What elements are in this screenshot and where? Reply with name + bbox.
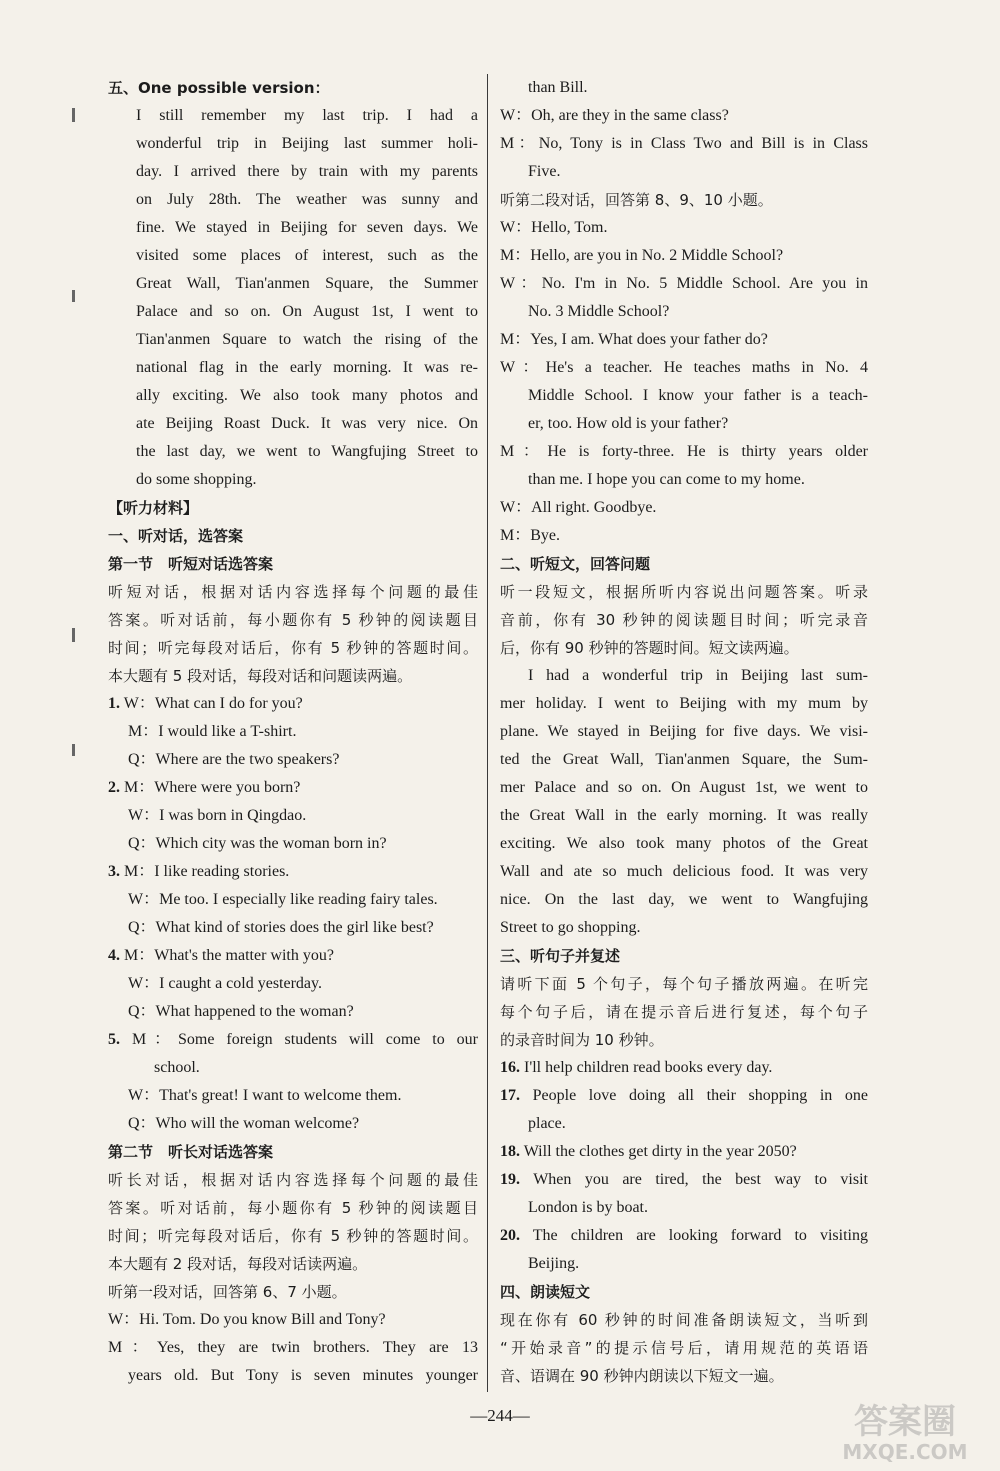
- dialogue-line: M：What's the matter with you?: [124, 947, 334, 964]
- essay-heading: 五、One possible version：: [108, 79, 330, 97]
- dialogue-line: M：Hello, are you in No. 2 Middle School?: [500, 247, 784, 264]
- essay-line: fine. We stayed in Beijing for seven days. We: [136, 219, 478, 236]
- dialogue-line: M：No, Tony is in Class Two and Bill is in Class: [500, 135, 868, 152]
- page-number: —244—: [470, 1406, 530, 1425]
- sentence-line: People love doing all their shopping in one: [532, 1087, 868, 1104]
- instruction-line: 音前，你有 30 秒钟的阅读题目时间；听完录音: [500, 611, 868, 629]
- question-number: 4.: [108, 947, 120, 964]
- question-number: 19.: [500, 1171, 520, 1188]
- essay-line: Palace and so on. On August 1st, I went to: [136, 303, 478, 320]
- question-number: 5.: [108, 1031, 120, 1048]
- instruction-line: 音、语调在 90 秒钟内朗读以下短文一遍。: [500, 1367, 784, 1385]
- dialogue-line: Q：Who will the woman welcome?: [128, 1115, 360, 1132]
- question-number: 1.: [108, 695, 120, 712]
- instruction-line: 听长对话，根据对话内容选择每个问题的最佳: [108, 1171, 478, 1189]
- part3-heading: 三、听句子并复述: [500, 947, 621, 965]
- sentence-20: [500, 1222, 868, 1278]
- instruction-line: 时间；听完每段对话后，你有 5 秒钟的答题时间。: [108, 639, 478, 657]
- sentence-line: Will the clothes get dirty in the year 2050?: [523, 1143, 797, 1160]
- sentence-17: [500, 1082, 868, 1138]
- essay-line: visited some places of interest, such as the: [136, 247, 478, 264]
- instruction-line: 本大题有 2 段对话，每段对话读两遍。: [108, 1255, 368, 1273]
- part2-heading: 二、听短文，回答问题: [500, 555, 651, 573]
- instruction-line: 听一段短文，根据所听内容说出问题答案。听录: [500, 583, 868, 601]
- left-column: [108, 74, 478, 1390]
- dialogue-line: M：I like reading stories.: [124, 863, 290, 880]
- dialogue-line: W：I caught a cold yesterday.: [128, 975, 322, 992]
- instruction-line: 每个句子后，请在提示音后进行复述，每个句子: [500, 1003, 868, 1021]
- dialogue-line: school.: [154, 1059, 200, 1076]
- essay-line: ally exciting. We also took many photos and: [136, 387, 478, 404]
- dialogue-line: W：Hi. Tom. Do you know Bill and Tony?: [108, 1311, 386, 1328]
- question-number: 17.: [500, 1087, 520, 1104]
- sentence-line: London is by boat.: [528, 1199, 648, 1216]
- dialogue-line: Q：What kind of stories does the girl like best?: [128, 919, 434, 936]
- sentence-18: [500, 1138, 868, 1166]
- dialogue-line: M：Yes, they are twin brothers. They are 13: [108, 1339, 478, 1356]
- instruction-line: 答案。听对话前，每小题你有 5 秒钟的阅读题目: [108, 611, 478, 629]
- dialogue-line: than Bill.: [528, 79, 588, 96]
- dialogue-line: years old. But Tony is seven minutes younger: [128, 1367, 478, 1384]
- watermark-title: 答案圈: [854, 1402, 956, 1442]
- dialogue-intro: 听第一段对话，回答第 6、7 小题。: [108, 1283, 347, 1301]
- part1-heading: 一、听对话，选答案: [108, 527, 244, 545]
- question-number: 2.: [108, 779, 120, 796]
- essay-line: the last day, we went to Wangfujing Street to: [136, 443, 478, 460]
- passage-line: nice. On the last day, we went to Wangfujing: [500, 891, 868, 908]
- instruction-line: “开始录音”的提示信号后，请用规范的英语语: [500, 1339, 868, 1357]
- listening-heading: 【听力材料】: [108, 499, 199, 517]
- binding-mark: [72, 290, 75, 302]
- instruction-line: 后，你有 90 秒钟的答题时间。短文读两遍。: [500, 639, 799, 657]
- dialogue-line: M：Where were you born?: [124, 779, 301, 796]
- essay-line: do some shopping.: [136, 471, 257, 488]
- passage-line: ted the Great Wall, Tian'anmen Square, the Sum-: [500, 751, 868, 768]
- right-column: [500, 74, 868, 1390]
- passage-line: I had a wonderful trip in Beijing last sum-: [528, 667, 868, 684]
- sentence-line: Beijing.: [528, 1255, 580, 1272]
- instruction-line: 的录音时间为 10 秒钟。: [500, 1031, 664, 1049]
- passage-line: Street to go shopping.: [500, 919, 641, 936]
- section2-heading: 第二节 听长对话选答案: [108, 1143, 274, 1161]
- dialogue-line: than me. I hope you can come to my home.: [528, 471, 805, 488]
- passage-line: plane. We stayed in Beijing for five days. We visi-: [500, 723, 868, 740]
- passage-line: the Great Wall in the early morning. It was really: [500, 807, 868, 824]
- dialogue-line: W：All right. Goodbye.: [500, 499, 657, 516]
- watermark-url: MXQE.COM: [842, 1440, 968, 1464]
- essay-line: national flag in the early morning. It was re-: [136, 359, 478, 376]
- short-dialogue-2: [108, 774, 478, 858]
- passage-line: exciting. We also took many photos of the Great: [500, 835, 868, 852]
- dialogue-line: er, too. How old is your father?: [528, 415, 729, 432]
- dialogue-line: M：Yes, I am. What does your father do?: [500, 331, 768, 348]
- model-essay: [108, 102, 478, 494]
- instruction-line: 听短对话，根据对话内容选择每个问题的最佳: [108, 583, 478, 601]
- essay-line: wonderful trip in Beijing last summer holi-: [136, 135, 478, 152]
- dialogue-line: W：No. I'm in No. 5 Middle School. Are you in: [500, 275, 868, 292]
- dialogue-line: M：He is forty-three. He is thirty years older: [500, 443, 868, 460]
- binding-mark: [72, 744, 75, 756]
- section1-heading: 第一节 听短对话选答案: [108, 555, 274, 573]
- question-number: 16.: [500, 1059, 520, 1076]
- instruction-line: 现在你有 60 秒钟的时间准备朗读短文，当听到: [500, 1311, 868, 1329]
- instruction-line: 本大题有 5 段对话，每段对话和问题读两遍。: [108, 667, 413, 685]
- passage-line: mer Palace and so on. On August 1st, we went to: [500, 779, 868, 796]
- dialogue-line: M：Some foreign students will come to our: [131, 1031, 478, 1048]
- dialogue-line: M：Bye.: [500, 527, 561, 544]
- dialogue-line: Q：Which city was the woman born in?: [128, 835, 387, 852]
- instruction-line: 请听下面 5 个句子，每个句子播放两遍。在听完: [500, 975, 868, 993]
- essay-line: on July 28th. The weather was sunny and: [136, 191, 478, 208]
- short-dialogue-4: [108, 942, 478, 1026]
- sentence-line: I'll help children read books every day.: [524, 1059, 773, 1076]
- passage-line: mer holiday. I went to Beijing with my mum by: [500, 695, 868, 712]
- question-number: 20.: [500, 1227, 520, 1244]
- essay-line: I still remember my last trip. I had a: [136, 107, 478, 124]
- instruction-line: 时间；听完每段对话后，你有 5 秒钟的答题时间。: [108, 1227, 478, 1245]
- dialogue-line: W：He's a teacher. He teaches maths in No. 4: [500, 359, 868, 376]
- sentence-line: When you are tired, the best way to visit: [533, 1171, 868, 1188]
- dialogue-line: W：What can I do for you?: [123, 695, 303, 712]
- part4-heading: 四、朗读短文: [500, 1283, 591, 1301]
- dialogue-line: W：That's great! I want to welcome them.: [128, 1087, 402, 1104]
- question-number: 3.: [108, 863, 120, 880]
- dialogue-line: Five.: [528, 163, 561, 180]
- site-watermark: [823, 1393, 988, 1465]
- dialogue-line: W：Oh, are they in the same class?: [500, 107, 729, 124]
- short-dialogue-1: [108, 690, 478, 774]
- dialogue-line: M：I would like a T-shirt.: [128, 723, 297, 740]
- short-dialogue-5: [108, 1026, 478, 1138]
- essay-line: Tian'anmen Square to watch the rising of the: [136, 331, 478, 348]
- dialogue-line: W：Me too. I especially like reading fairy tales.: [128, 891, 438, 908]
- essay-line: Great Wall, Tian'anmen Square, the Summer: [136, 275, 478, 292]
- binding-mark: [72, 108, 75, 122]
- binding-mark: [72, 628, 75, 642]
- sentence-line: The children are looking forward to visiting: [532, 1227, 868, 1244]
- sentence-line: place.: [528, 1115, 566, 1132]
- dialogue-line: Middle School. I know your father is a teach-: [528, 387, 868, 404]
- short-dialogue-3: [108, 858, 478, 942]
- question-number: 18.: [500, 1143, 520, 1160]
- dialogue-line: No. 3 Middle School?: [528, 303, 670, 320]
- instruction-line: 答案。听对话前，每小题你有 5 秒钟的阅读题目: [108, 1199, 478, 1217]
- dialogue-line: W：I was born in Qingdao.: [128, 807, 307, 824]
- column-divider: [487, 74, 488, 1392]
- sentence-19: [500, 1166, 868, 1222]
- sentence-16: [500, 1054, 868, 1082]
- passage-line: Wall and ate so much delicious food. It was very: [500, 863, 868, 880]
- dialogue-line: W：Hello, Tom.: [500, 219, 608, 236]
- essay-line: ate Beijing Roast Duck. It was very nice. On: [136, 415, 478, 432]
- dialogue-line: Q：What happened to the woman?: [128, 1003, 354, 1020]
- dialogue-line: Q：Where are the two speakers?: [128, 751, 340, 768]
- essay-line: day. I arrived there by train with my parents: [136, 163, 478, 180]
- dialogue-intro: 听第二段对话，回答第 8、9、10 小题。: [500, 191, 773, 209]
- listening-passage: [500, 662, 868, 942]
